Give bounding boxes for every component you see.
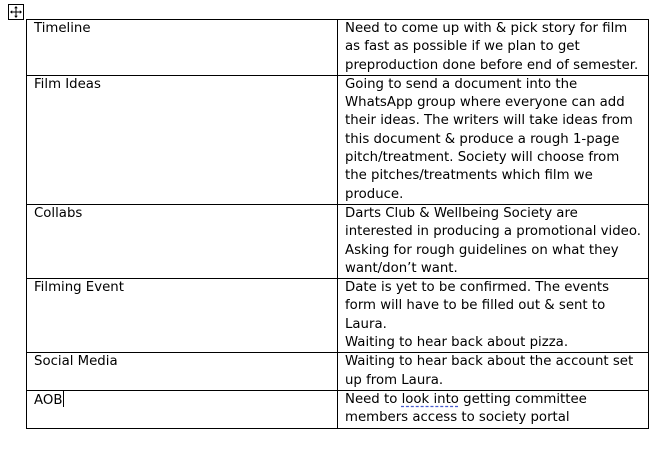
topic-label: Timeline: [34, 21, 91, 36]
meeting-notes-table: [26, 19, 649, 429]
topic-cell[interactable]: [27, 279, 338, 353]
topic-cell[interactable]: [27, 353, 338, 391]
topic-label: Filming Event: [34, 280, 124, 296]
notes-cell[interactable]: [338, 353, 649, 391]
grammar-flag[interactable]: look into: [401, 391, 459, 407]
notes-text: Going to send a document into the WhatsApp group where everyone can add their ideas. The writers will take ideas from this document & produce a rough 1-page pitch/treatment. Society will choose from the pitches/treatments which film we produce.: [345, 76, 633, 202]
notes-text: Darts Club & Wellbeing Society are interested in producing a promotional video. Asking for rough guidelines on what they want/don’t want.: [345, 205, 641, 276]
table-row: [27, 279, 649, 353]
topic-label: Film Ideas: [34, 76, 101, 92]
topic-label: Social Media: [34, 354, 118, 370]
topic-cell[interactable]: [27, 20, 338, 76]
topic-cell[interactable]: [27, 390, 338, 428]
topic-cell[interactable]: [27, 204, 338, 278]
topic-cell[interactable]: [27, 75, 338, 204]
table-row: [27, 20, 649, 76]
topic-label: Collabs: [34, 205, 83, 221]
table-row: [27, 204, 649, 278]
notes-text: Date is yet to be confirmed. The events form will have to be filled out & sent to Laura.: [345, 280, 610, 332]
table-row: [27, 353, 649, 391]
notes-cell[interactable]: [338, 75, 649, 204]
text-cursor: [63, 391, 64, 407]
notes-text: Waiting to hear back about the account set up from Laura.: [345, 354, 634, 388]
topic-label: AOB: [34, 392, 63, 408]
notes-cell[interactable]: [338, 279, 649, 353]
notes-cell[interactable]: [338, 20, 649, 76]
table-row: [27, 390, 649, 428]
notes-text: Need to come up with & pick story for film as fast as possible if we plan to get preproduction done before end of semester.: [345, 21, 639, 73]
notes-text: Waiting to hear back about pizza.: [345, 335, 569, 351]
notes-text-end: getting committee members access to society portal: [345, 391, 587, 426]
notes-cell[interactable]: [338, 204, 649, 278]
table-move-handle-icon[interactable]: [8, 4, 24, 20]
notes-cell[interactable]: [338, 390, 649, 428]
table-row: [27, 75, 649, 204]
notes-text-start: Need to: [345, 391, 402, 407]
